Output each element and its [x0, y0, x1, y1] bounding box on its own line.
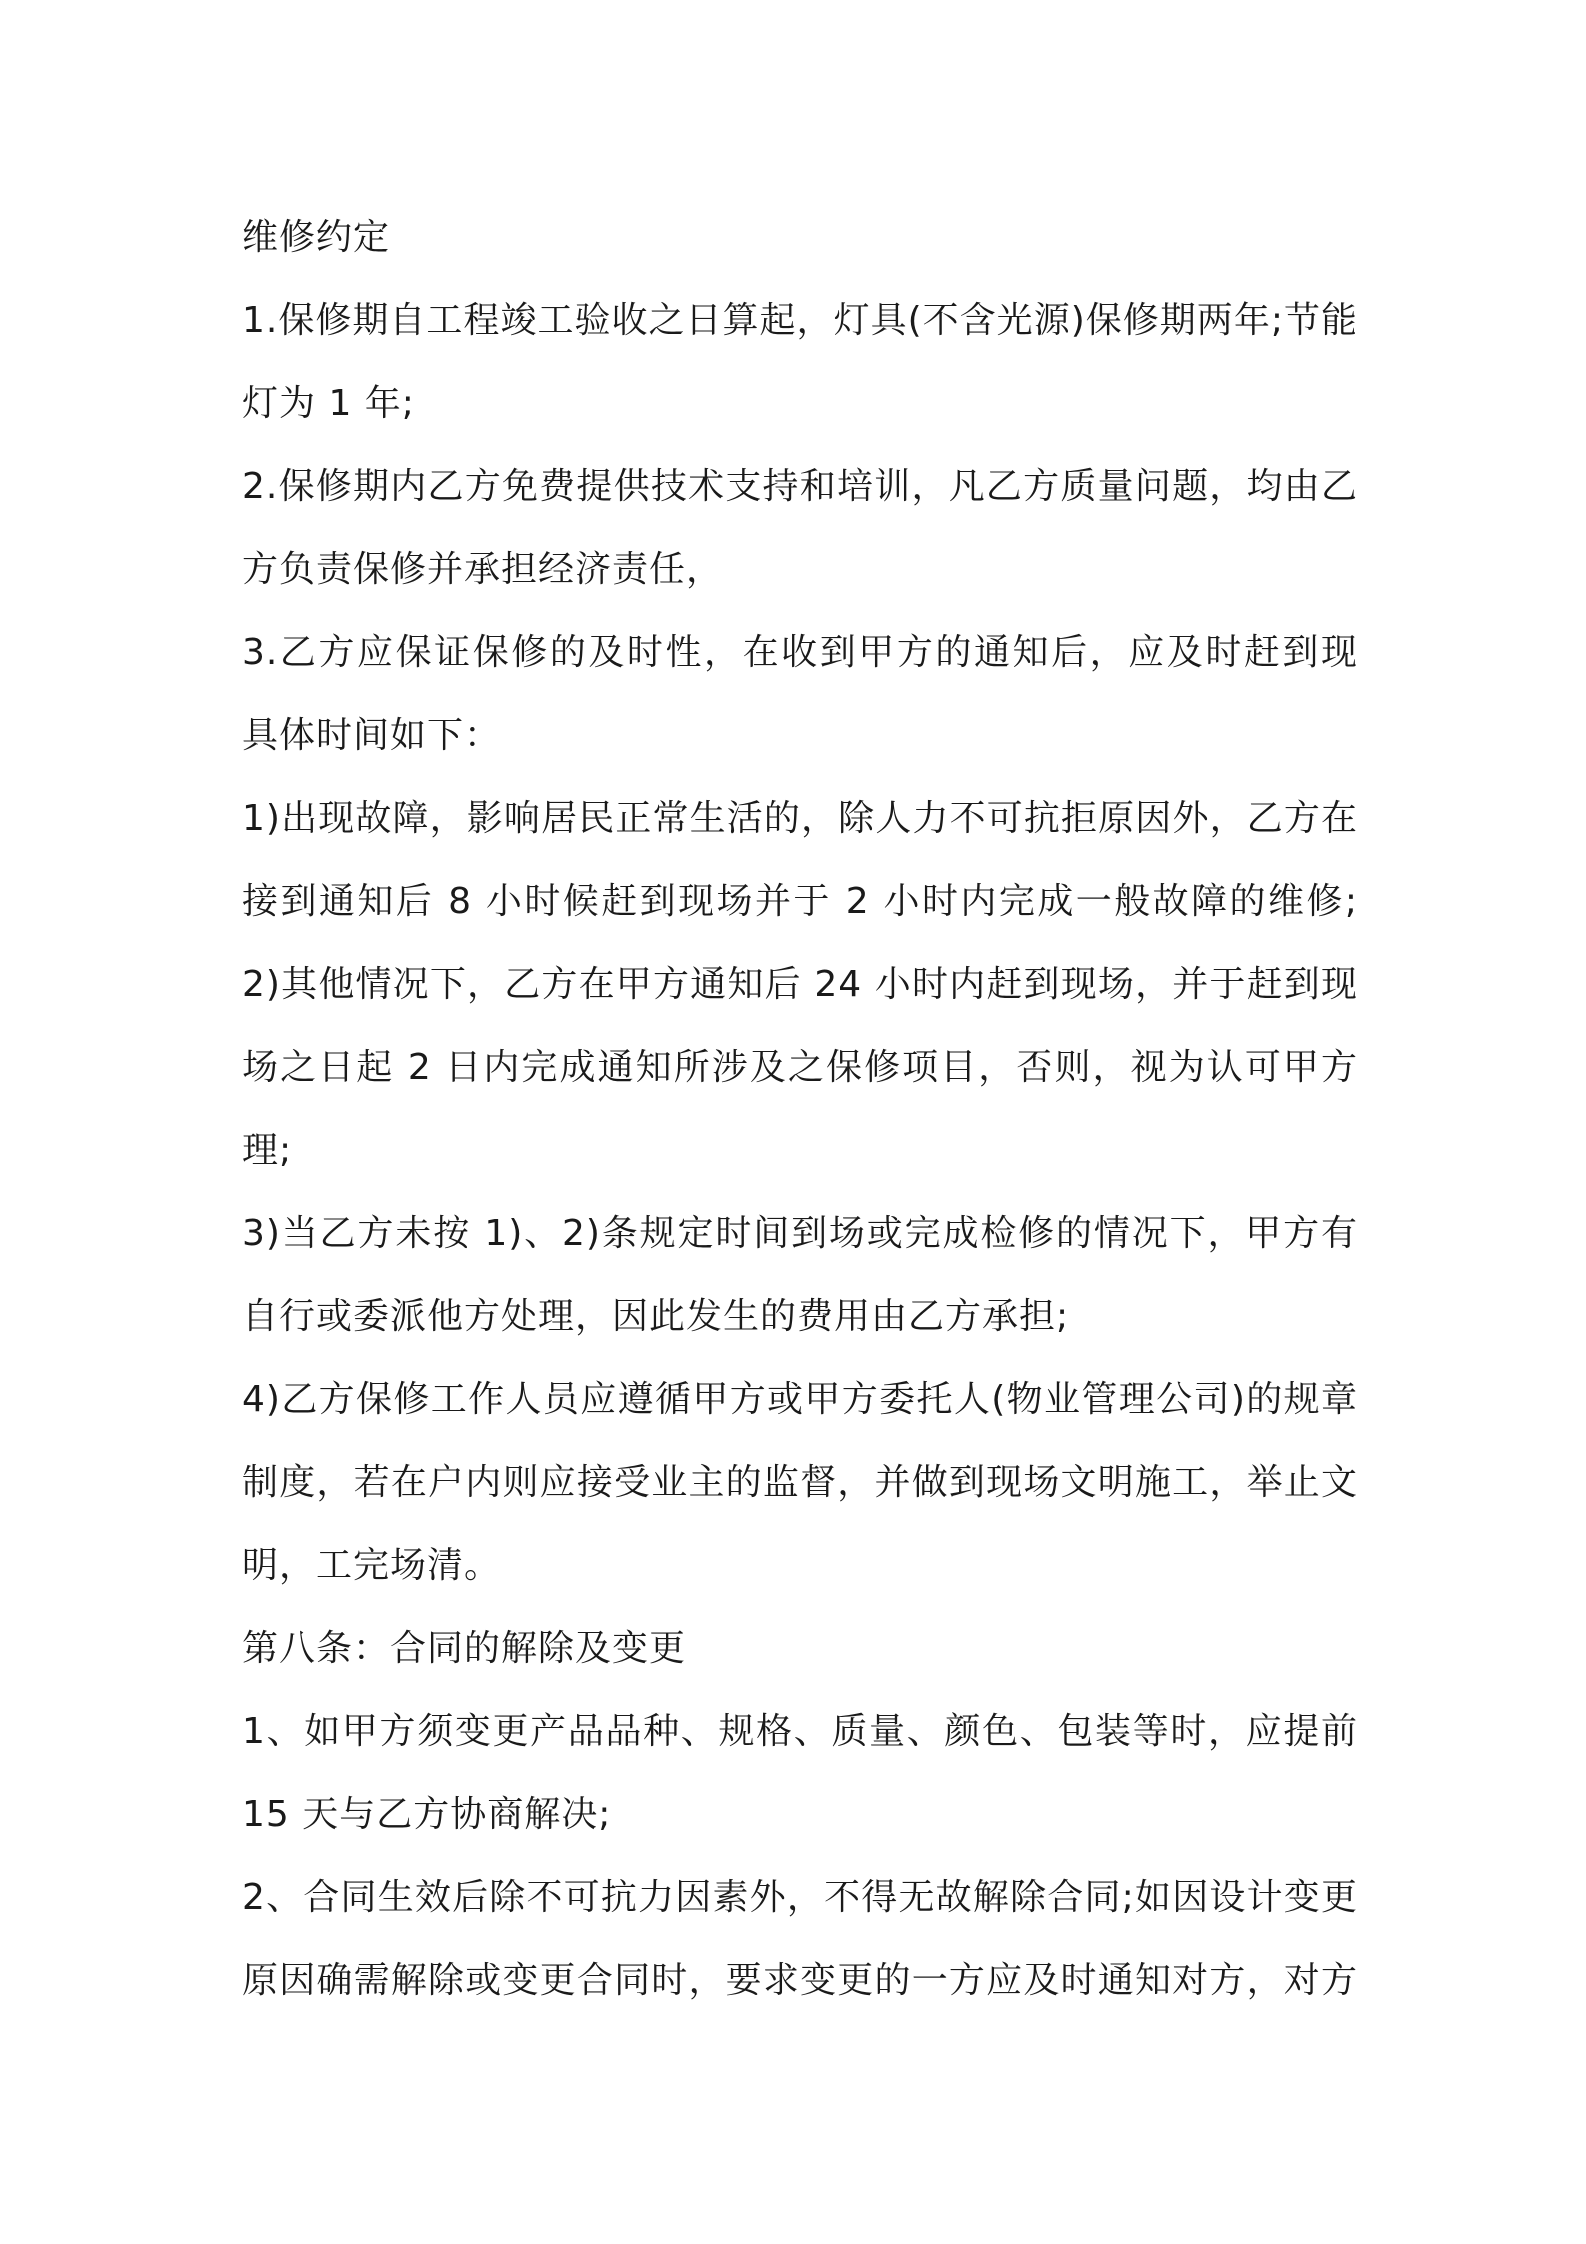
paragraph-line: 2)其他情况下，乙方在甲方通知后 24 小时内赶到现场，并于赶到现: [242, 964, 1358, 1005]
paragraph-line: 自行或委派他方处理，因此发生的费用由乙方承担;: [242, 1296, 1070, 1337]
paragraph-line: 具体时间如下：: [242, 715, 502, 756]
paragraph-line: 灯为 1 年;: [242, 383, 415, 424]
paragraph-line: 3)当乙方未按 1)、2)条规定时间到场或完成检修的情况下，甲方有: [242, 1213, 1358, 1254]
paragraph-line: 制度，若在户内则应接受业主的监督，并做到现场文明施工，举止文: [242, 1462, 1358, 1503]
paragraph-line: 接到通知后 8 小时候赶到现场并于 2 小时内完成一般故障的维修;: [242, 881, 1358, 922]
section-heading-maintenance: 维修约定: [242, 217, 391, 258]
paragraph-line: 明，工完场清。: [242, 1545, 502, 1586]
paragraph-line: 1.保修期自工程竣工验收之日算起，灯具(不含光源)保修期两年;节能: [242, 300, 1358, 341]
paragraph-line: 1)出现故障，影响居民正常生活的，除人力不可抗拒原因外，乙方在: [242, 798, 1358, 839]
paragraph-line: 原因确需解除或变更合同时，要求变更的一方应及时通知对方，对方: [242, 1960, 1358, 2001]
paragraph-line: 方负责保修并承担经济责任，: [242, 549, 724, 590]
paragraph-line: 1、如甲方须变更产品品种、规格、质量、颜色、包装等时，应提前: [242, 1711, 1358, 1752]
paragraph-line: 场之日起 2 日内完成通知所涉及之保修项目，否则，视为认可甲方: [242, 1047, 1358, 1088]
paragraph-line: 2.保修期内乙方免费提供技术支持和培训，凡乙方质量问题，均由乙: [242, 466, 1358, 507]
paragraph-line: 3.乙方应保证保修的及时性，在收到甲方的通知后，应及时赶到现: [242, 632, 1358, 673]
paragraph-line: 2、合同生效后除不可抗力因素外，不得无故解除合同;如因设计变更: [242, 1877, 1358, 1918]
paragraph-line: 4)乙方保修工作人员应遵循甲方或甲方委托人(物业管理公司)的规章: [242, 1379, 1358, 1420]
article-heading-8: 第八条：合同的解除及变更: [242, 1628, 687, 1669]
paragraph-line: 15 天与乙方协商解决;: [242, 1794, 612, 1835]
paragraph-line: 理;: [242, 1130, 293, 1171]
document-body: [242, 196, 1358, 2022]
